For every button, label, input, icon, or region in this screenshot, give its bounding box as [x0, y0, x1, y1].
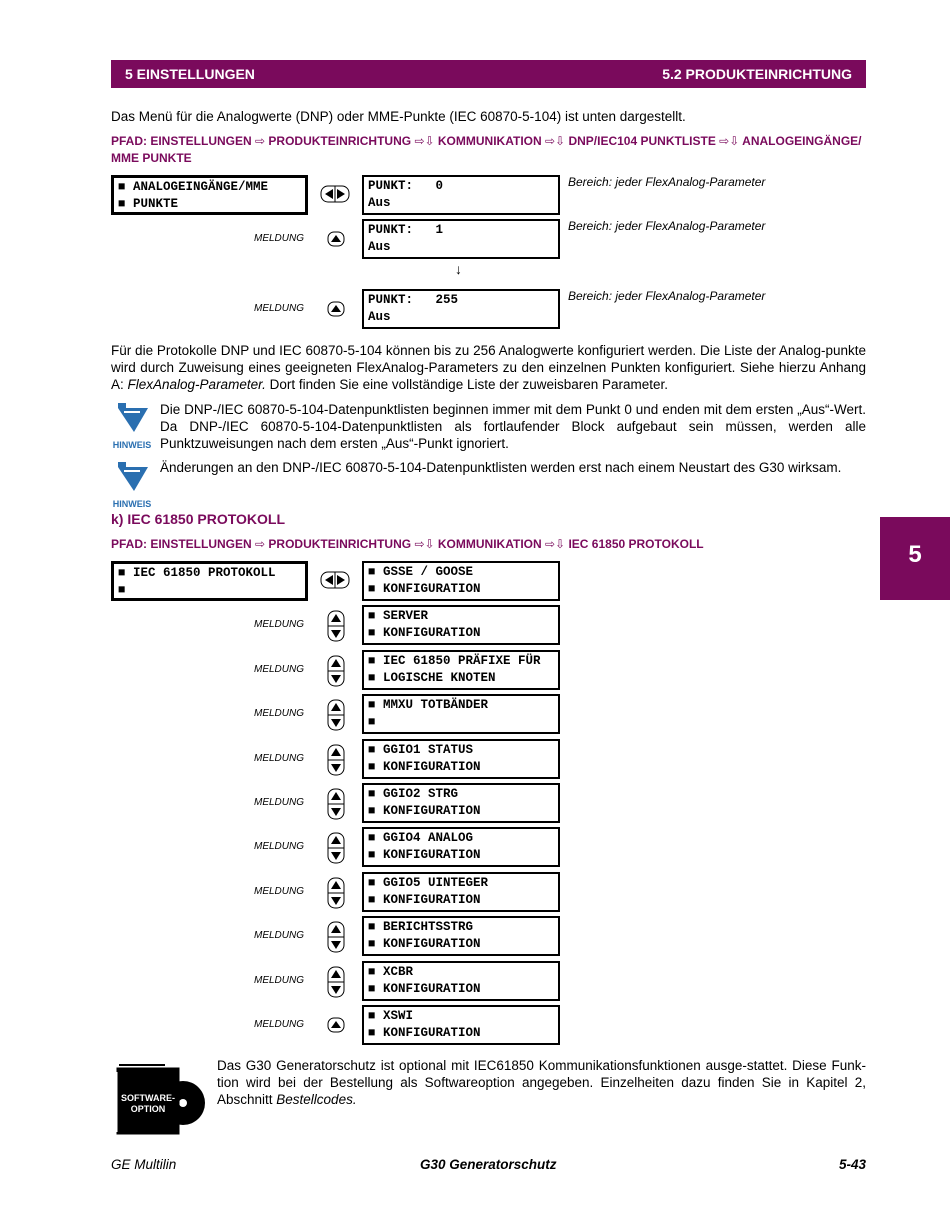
submenu-item[interactable]: ■ XCBR ■ KONFIGURATION [362, 961, 560, 1001]
note-icon [112, 461, 152, 509]
intro-text: Das Menü für die Analogwerte (DNP) oder MME-Punkte (IEC 60870-5-104) ist unten dargestellt. [111, 109, 686, 124]
submenu-item[interactable]: ■ MMXU TOTBÄNDER ■ [362, 694, 560, 734]
page-header-bar [111, 60, 866, 88]
section-heading: k) IEC 61850 PROTOKOLL [111, 511, 286, 527]
note-label: HINWEIS [112, 440, 152, 450]
up-down-nav-icon[interactable] [327, 921, 345, 953]
submenu-item[interactable]: ■ GGIO5 UINTEGER ■ KONFIGURATION [362, 872, 560, 912]
up-down-nav-icon[interactable] [327, 832, 345, 864]
meldung-label: MELDUNG [254, 708, 305, 719]
submenu-item[interactable]: ■ GSSE / GOOSE ■ KONFIGURATION [362, 561, 560, 601]
point-255-item[interactable]: PUNKT: 255 Aus [362, 289, 560, 329]
funnel-icon [112, 461, 152, 495]
software-option-text: Das G30 Generatorschutz ist optional mit IEC61850 Kommunikationsfunktionen ausge-stattet. Diese Funk-tion wird bei der Bestellung als Softwareoption angegeben. Einzelheiten dazu finden Sie in Kapitel 2, Abschnitt Bestellcodes. [217, 1058, 866, 1107]
up-down-nav-icon[interactable] [327, 655, 345, 687]
submenu-item[interactable]: ■ GGIO2 STRG ■ KONFIGURATION [362, 783, 560, 823]
meldung-label: MELDUNG [254, 233, 305, 244]
funnel-icon [112, 402, 152, 436]
up-nav-icon[interactable] [327, 231, 345, 247]
section-title: 5.2 PRODUKTEINRICHTUNG [662, 66, 852, 82]
submenu-item[interactable]: ■ SERVER ■ KONFIGURATION [362, 605, 560, 645]
submenu-item[interactable]: ■ BERICHTSSTRG ■ KONFIGURATION [362, 916, 560, 956]
meldung-label: MELDUNG [254, 664, 305, 675]
note-label: HINWEIS [112, 499, 152, 509]
up-down-nav-icon[interactable] [327, 610, 345, 642]
submenu-item[interactable]: ■ GGIO4 ANALOG ■ KONFIGURATION [362, 827, 560, 867]
software-option-label: SOFTWARE- OPTION [121, 1093, 175, 1114]
note-icon [112, 402, 152, 450]
menu-root-iec61850[interactable]: ■ IEC 61850 PROTOKOLL ■ [111, 561, 308, 601]
footer-product: G30 Generatorschutz [420, 1157, 557, 1172]
submenu-item[interactable]: ■ GGIO1 STATUS ■ KONFIGURATION [362, 739, 560, 779]
submenu-item[interactable]: ■ XSWI ■ KONFIGURATION [362, 1005, 560, 1045]
up-down-nav-icon[interactable] [327, 699, 345, 731]
menu-path-2: PFAD: EINSTELLUNGEN ⇨ PRODUKTEINRICHTUNG ⇨⇩ KOMMUNIKATION ⇨⇩ IEC 61850 PROTOKOLL [111, 537, 704, 551]
submenu-item[interactable]: ■ IEC 61850 PRÄFIXE FÜR ■ LOGISCHE KNOTEN [362, 650, 560, 690]
up-down-nav-icon[interactable] [327, 744, 345, 776]
meldung-label: MELDUNG [254, 886, 305, 897]
left-right-nav-icon[interactable] [320, 185, 350, 203]
footer-company: GE Multilin [111, 1157, 177, 1172]
chapter-title: 5 EINSTELLUNGEN [125, 66, 255, 82]
left-right-nav-icon[interactable] [320, 571, 350, 589]
meldung-label: MELDUNG [254, 303, 305, 314]
meldung-label: MELDUNG [254, 975, 305, 986]
chapter-tab: 5 [880, 517, 950, 600]
analog-description: Für die Protokolle DNP und IEC 60870-5-104 können bis zu 256 Analogwerte konfiguriert werden. Die Liste der Analog-punkte wird durch Zuweisung eines geeigneten FlexAnalog-Parameters zu den einzelnen Punkten konfiguriert. Siehe hierzu Anhang A: FlexAnalog-Parameter. Dort finden Sie eine vollständige Liste der zuweisbaren Parameter. [111, 343, 866, 392]
meldung-label: MELDUNG [254, 841, 305, 852]
footer-page-number: 5-43 [839, 1157, 867, 1172]
up-down-nav-icon[interactable] [327, 877, 345, 909]
note-1-text: Die DNP-/IEC 60870-5-104-Datenpunktlisten beginnen immer mit dem Punkt 0 und enden mit dem ersten „Aus“-Wert. Da DNP-/IEC 60870-5-104-Datenpunktlisten als fortlaufender Block aufgebaut sein müssen, werden alle Punktzuweisungen nach dem ersten „Aus“-Punkt ignoriert. [160, 402, 866, 451]
meldung-label: MELDUNG [254, 753, 305, 764]
note-2-text: Änderungen an den DNP-/IEC 60870-5-104-Datenpunktlisten werden erst nach einem Neustart des G30 wirksam. [160, 460, 842, 475]
range-note: Bereich: jeder FlexAnalog-Parameter [568, 175, 766, 189]
software-option-icon [113, 1062, 208, 1136]
menu-path-1: PFAD: EINSTELLUNGEN ⇨ PRODUKTEINRICHTUNG ⇨⇩ KOMMUNIKATION ⇨⇩ DNP/IEC104 PUNKTLISTE ⇨⇩ ANALOGEINGÄNGE/ MME PUNKTE [111, 134, 862, 165]
up-nav-icon[interactable] [327, 1017, 345, 1033]
meldung-label: MELDUNG [254, 619, 305, 630]
meldung-label: MELDUNG [254, 797, 305, 808]
point-0-item[interactable]: PUNKT: 0 Aus [362, 175, 560, 215]
menu-root-analog[interactable]: ■ ANALOGEINGÄNGE/MME ■ PUNKTE [111, 175, 308, 215]
continuation-arrow: ↓ [455, 261, 462, 277]
range-note: Bereich: jeder FlexAnalog-Parameter [568, 289, 766, 303]
up-down-nav-icon[interactable] [327, 788, 345, 820]
up-down-nav-icon[interactable] [327, 966, 345, 998]
point-1-item[interactable]: PUNKT: 1 Aus [362, 219, 560, 259]
up-nav-icon[interactable] [327, 301, 345, 317]
range-note: Bereich: jeder FlexAnalog-Parameter [568, 219, 766, 233]
meldung-label: MELDUNG [254, 930, 305, 941]
meldung-label: MELDUNG [254, 1019, 305, 1030]
